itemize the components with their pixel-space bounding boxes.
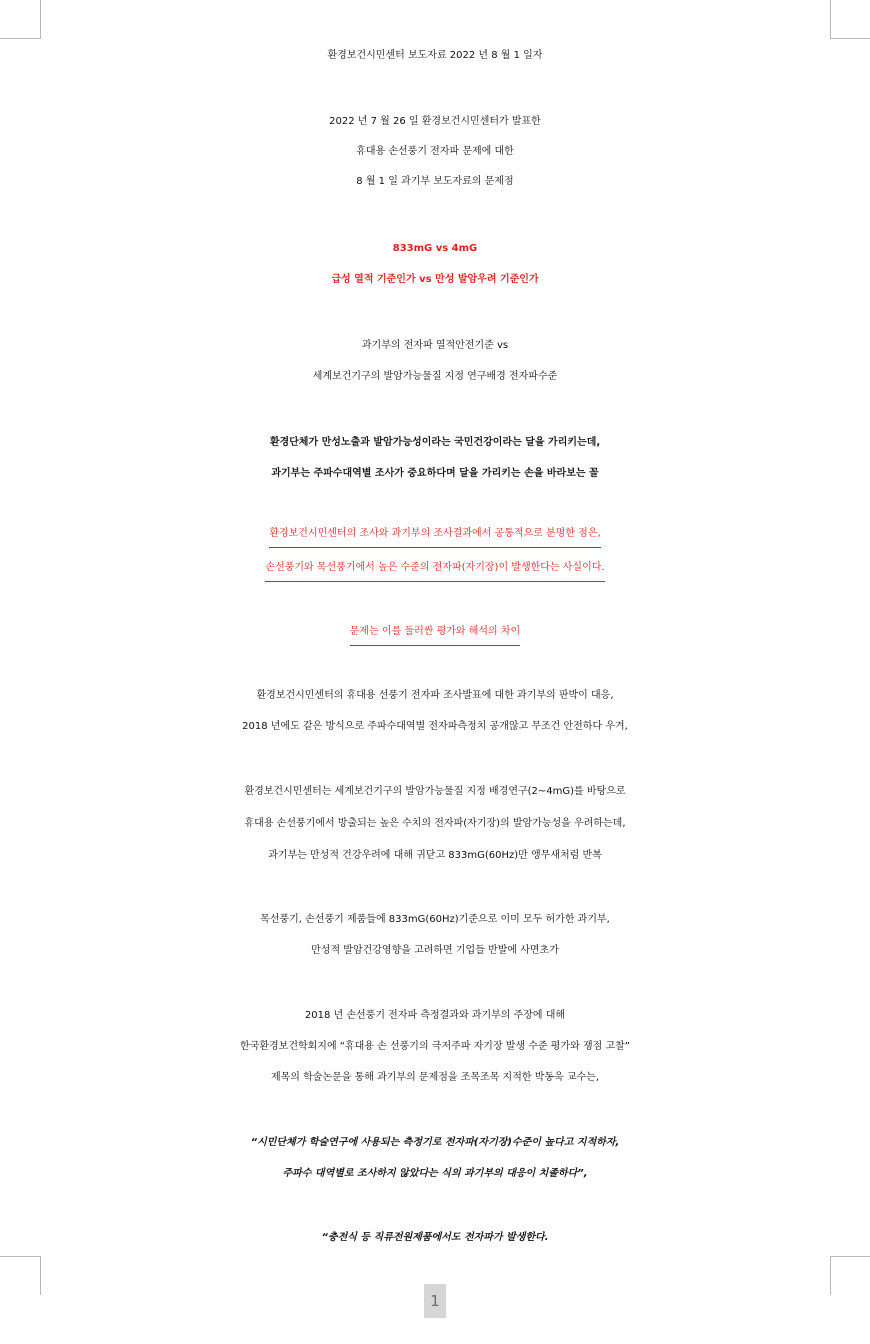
title-line-1: 2022 년 7 월 26 일 환경보건시민센터가 발표한 [329, 116, 541, 127]
para4-line-2: 한국환경보건학회지에 “휴대용 손 선풍기의 극저주파 자기장 발생 수준 평가와 쟁점 고찰” [240, 1041, 630, 1052]
para3-line-1: 목선풍기, 손선풍기 제품들에 833mG(60Hz)기준으로 이미 모두 허가한 과기부, [260, 914, 610, 925]
para2-line-2: 휴대용 손선풍기에서 방출되는 높은 수치의 전자파(자기장)의 발암가능성을 우려하는데, [244, 818, 626, 829]
crop-mark-top-right [830, 0, 870, 39]
headline-line-2: 급성 열적 기준인가 vs 만성 발암우려 기준인가 [331, 274, 539, 285]
title-line-2: 휴대용 손선풍기 전자파 문제에 대한 [356, 146, 514, 157]
para4-line-1: 2018 년 손선풍기 전자파 측정결과와 과기부의 주장에 대해 [304, 1010, 566, 1021]
quote1-line-2: 주파수 대역별로 조사하지 않았다는 식의 과기부의 대응이 치졸하다”, [282, 1168, 588, 1179]
quote1-line-1: “시민단체가 학술연구에 사용되는 측정기로 전자파(자기장)수준이 높다고 지적하자, [250, 1137, 620, 1148]
red-statement-line-2 [0, 557, 870, 582]
bold-statement-line-1: 환경단체가 만성노출과 발암가능성이라는 국민건강이라는 달을 가리키는데, [269, 437, 601, 448]
press-release-header: 환경보건시민센터 보도자료 2022 년 8 월 1 일자 [327, 50, 543, 61]
page-number: 1 [424, 1284, 446, 1318]
crop-mark-bottom-left [0, 1256, 41, 1295]
crop-mark-top-left [0, 0, 41, 39]
subtitle-line-2: 세계보건기구의 발암가능물질 지정 연구배경 전자파수준 [312, 371, 558, 382]
red-statement-line-1 [0, 523, 870, 548]
headline-line-1: 833mG vs 4mG [392, 243, 478, 254]
title-line-3: 8 월 1 일 과기부 보도자료의 문제점 [356, 176, 514, 187]
red-statement-text-1: 환경보건시민센터의 조사와 과기부의 조사결과에서 공통적으로 분명한 점은, [269, 523, 600, 548]
para2-line-3: 과기부는 만성적 건강우려에 대해 귀닫고 833mG(60Hz)만 앵무새처럼 반복 [268, 850, 602, 861]
red-statement-text-2: 손선풍기와 목선풍기에서 높은 수준의 전자파(자기장)이 발생한다는 사실이다. [265, 557, 604, 582]
red-point-line [0, 621, 870, 646]
crop-mark-bottom-right [830, 1256, 870, 1295]
para3-line-2: 만성적 발암건강영향을 고려하면 기업들 반발에 사면초가 [311, 945, 559, 956]
quote2-line: “충전식 등 직류전원제품에서도 전자파가 발생한다. [321, 1232, 549, 1243]
para4-line-3: 제목의 학술논문을 통해 과기부의 문제점을 조목조목 지적한 박동욱 교수는, [270, 1072, 600, 1083]
subtitle-line-1: 과기부의 전자파 열적안전기준 vs [361, 340, 509, 351]
para2-line-1: 환경보건시민센터는 세계보건기구의 발암가능물질 지정 배경연구(2~4mG)를 바탕으로 [244, 786, 626, 797]
para1-line-1: 환경보건시민센터의 휴대용 선풍기 전자파 조사발표에 대한 과기부의 판박이 대응, [256, 690, 614, 701]
bold-statement-line-2: 과기부는 주파수대역별 조사가 중요하다며 달을 가리키는 손을 바라보는 꼴 [271, 468, 599, 479]
para1-line-2: 2018 년에도 같은 방식으로 주파수대역별 전자파측정치 공개않고 무조건 안전하다 우겨, [242, 721, 628, 732]
red-point-text: 문제는 이를 둘러싼 평가와 해석의 차이 [350, 621, 520, 646]
